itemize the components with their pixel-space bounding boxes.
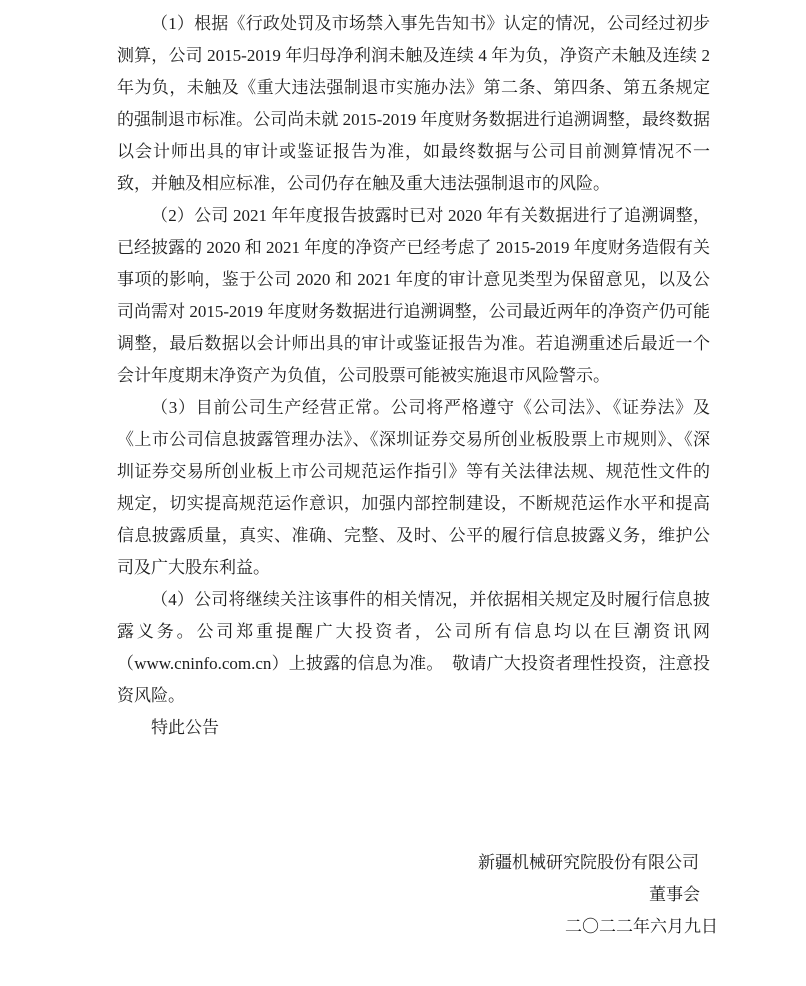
paragraph-item-1: （1）根据《行政处罚及市场禁入事先告知书》认定的情况，公司经过初步测算，公司 2015-2019 年归母净利润未触及连续 4 年为负，净资产未触及连续 2 年为负，未触及《重大违法强制退市实施办法》第二条、第四条、第五条规定的强制退市标准。公司尚未就 2015-2019 年度财务数据进行追溯调整，最终数据以会计师出具的审计或鉴证报告为准，如最终数据与公司目前测算情况不一致，并触及相应标准，公司仍存在触及重大违法强制退市的风险。: [117, 14, 710, 193]
signature-date: 二〇二二年六月九日: [565, 917, 718, 936]
closing-statement: 特此公告: [151, 718, 219, 737]
signature-company-name: 新疆机械研究院股份有限公司: [478, 853, 699, 872]
paragraph-item-3: （3）目前公司生产经营正常。公司将严格遵守《公司法》、《证券法》及《上市公司信息披露管理办法》、《深圳证券交易所创业板股票上市规则》、《深圳证券交易所创业板上市公司规范运作指引》等有关法律法规、规范性文件的规定，切实提高规范运作意识，加强内部控制建设，不断规范运作水平和提高信息披露质量，真实、准确、完整、及时、公平的履行信息披露义务，维护公司及广大股东利益。: [117, 398, 710, 577]
signature-signer: 董事会: [649, 885, 700, 904]
paragraph-item-4: （4）公司将继续关注该事件的相关情况，并依据相关规定及时履行信息披露义务。公司郑重提醒广大投资者，公司所有信息均以在巨潮资讯网（www.cninfo.com.cn）上披露的信息为准。 敬请广大投资者理性投资，注意投资风险。: [117, 590, 710, 705]
signature-block: [117, 847, 718, 943]
paragraph-item-2: （2）公司 2021 年年度报告披露时已对 2020 年有关数据进行了追溯调整，已经披露的 2020 和 2021 年度的净资产已经考虑了 2015-2019 年度财务造假有关事项的影响，鉴于公司 2020 和 2021 年度的审计意见类型为保留意见，以及公司尚需对 2015-2019 年度财务数据进行追溯调整，公司最近两年的净资产仍可能调整，最后数据以会计师出具的审计或鉴证报告为准。若追溯重述后最近一个会计年度期末净资产为负值，公司股票可能被实施退市风险警示。: [117, 206, 710, 385]
